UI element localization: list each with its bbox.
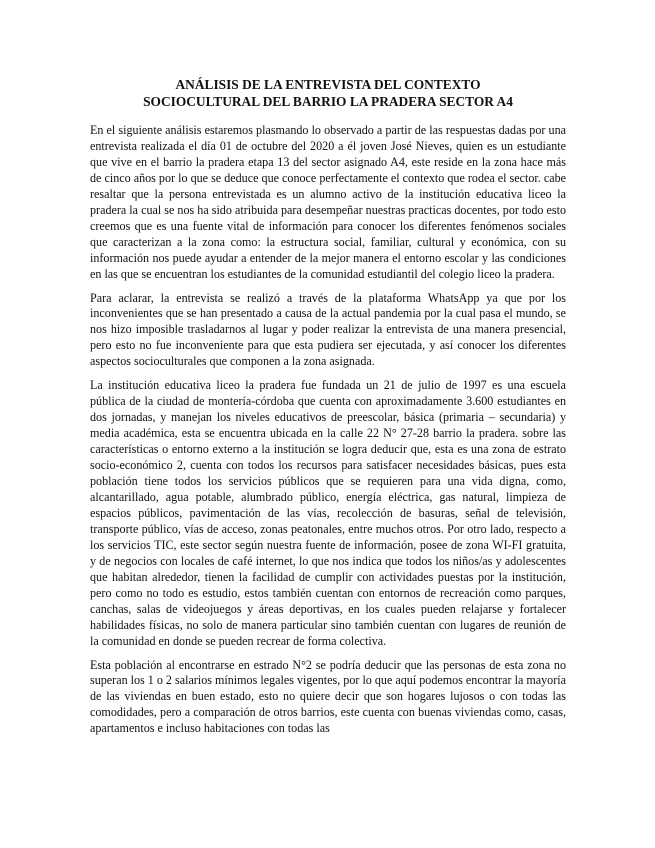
paragraph-1: En el siguiente análisis estaremos plasmando lo observado a partir de las respuestas dadas por una entrevista realizada el día 01 de octubre del 2020 a él joven José Nieves, quien es un estudiante que vive en el barrio la pradera etapa 13 del sector asignado A4, este reside en la zona hace más de cinco años por lo que se deduce que conoce perfectamente el contexto que rodea el sector. cabe resaltar que la persona entrevistada es un alumno activo de la institución educativa liceo la pradera la cual se nos ha sido atribuida para desempeñar nuestras practicas docentes, por todo esto creemos que es una fuente vital de información para conocer los diferentes fenómenos sociales que caracterizan a la zona como: la estructura social, familiar, cultural y económica, con su información nos puede ayudar a entender de la mejor manera el entorno escolar y las condiciones en las que se encuentran los estudiantes de la comunidad estudiantil del colegio liceo la pradera. (90, 123, 566, 281)
paragraph-3: La institución educativa liceo la pradera fue fundada un 21 de julio de 1997 es una escuela pública de la ciudad de montería-córdoba que cuenta con aproximadamente 3.600 estudiantes en dos jornadas, y manejan los niveles educativos de preescolar, básica (primaria – secundaria) y media académica, esta se encuentra ubicada en la calle 22 N° 27-28 barrio la pradera. sobre las características o entorno externo a la institución se logra deducir que, esta es una zona de estrato socio-económico 2, cuenta con todos los recursos para satisfacer necesidades básicas, pues esta población tiene todos los servicios públicos que se requieren para una vida digna, como, alcantarillado, agua potable, alumbrado público, energía eléctrica, gas natural, limpieza de espacios públicos, pavimentación de las vías, recolección de basuras, señal de televisión, transporte público, vías de acceso, zonas peatonales, entre muchos otros. Por otro lado, respecto a los servicios TIC, este sector según nuestra fuente de información, posee de zona WI-FI gratuita, y de negocios con locales de café internet, lo que nos indica que todos los niños/as y adolescentes que habitan alrededor, tienen la facilidad de cumplir con actividades puestas por la institución, pero como no todo es estudio, estos también cuentan con entornos de recreación como parques, canchas, salas de videojuegos y áreas deportivas, en los cuales pueden relajarse y fortalecer habilidades físicas, no solo de manera particular sino también cuentan con lugares de reunión de la comunidad en donde se pueden recrear de forma colectiva. (90, 378, 566, 648)
title-line-2: SOCIOCULTURAL DEL BARRIO LA PRADERA SECTOR A4 (143, 94, 513, 109)
document-body (90, 76, 566, 745)
paragraph-4: Esta población al encontrarse en estrado N°2 se podría deducir que las personas de esta zona no superan los 1 o 2 salarios mínimos legales vigentes, por lo que aquí podemos encontrar la mayoría de las viviendas en buen estado, esto no quiere decir que son hogares lujosos o con todas las comodidades, pero a comparación de otros barrios, este cuenta con buenas viviendas como, casas, apartamentos e incluso habitaciones con todas las (90, 657, 566, 736)
page-title (90, 76, 566, 110)
title-line-1: ANÁLISIS DE LA ENTREVISTA DEL CONTEXTO (175, 77, 481, 92)
paragraph-2: Para aclarar, la entrevista se realizó a través de la plataforma WhatsApp ya que por los inconvenientes que se han presentado a causa de la actual pandemia por la cual pasa el mundo, se nos hizo imposible trasladarnos al lugar y poder realizar la entrevista de una manera presencial, pero esto no fue inconveniente para que esta pudiera ser ejecutada, y así conocer los diferentes aspectos socioculturales que componen a la zona asignada. (90, 290, 566, 369)
